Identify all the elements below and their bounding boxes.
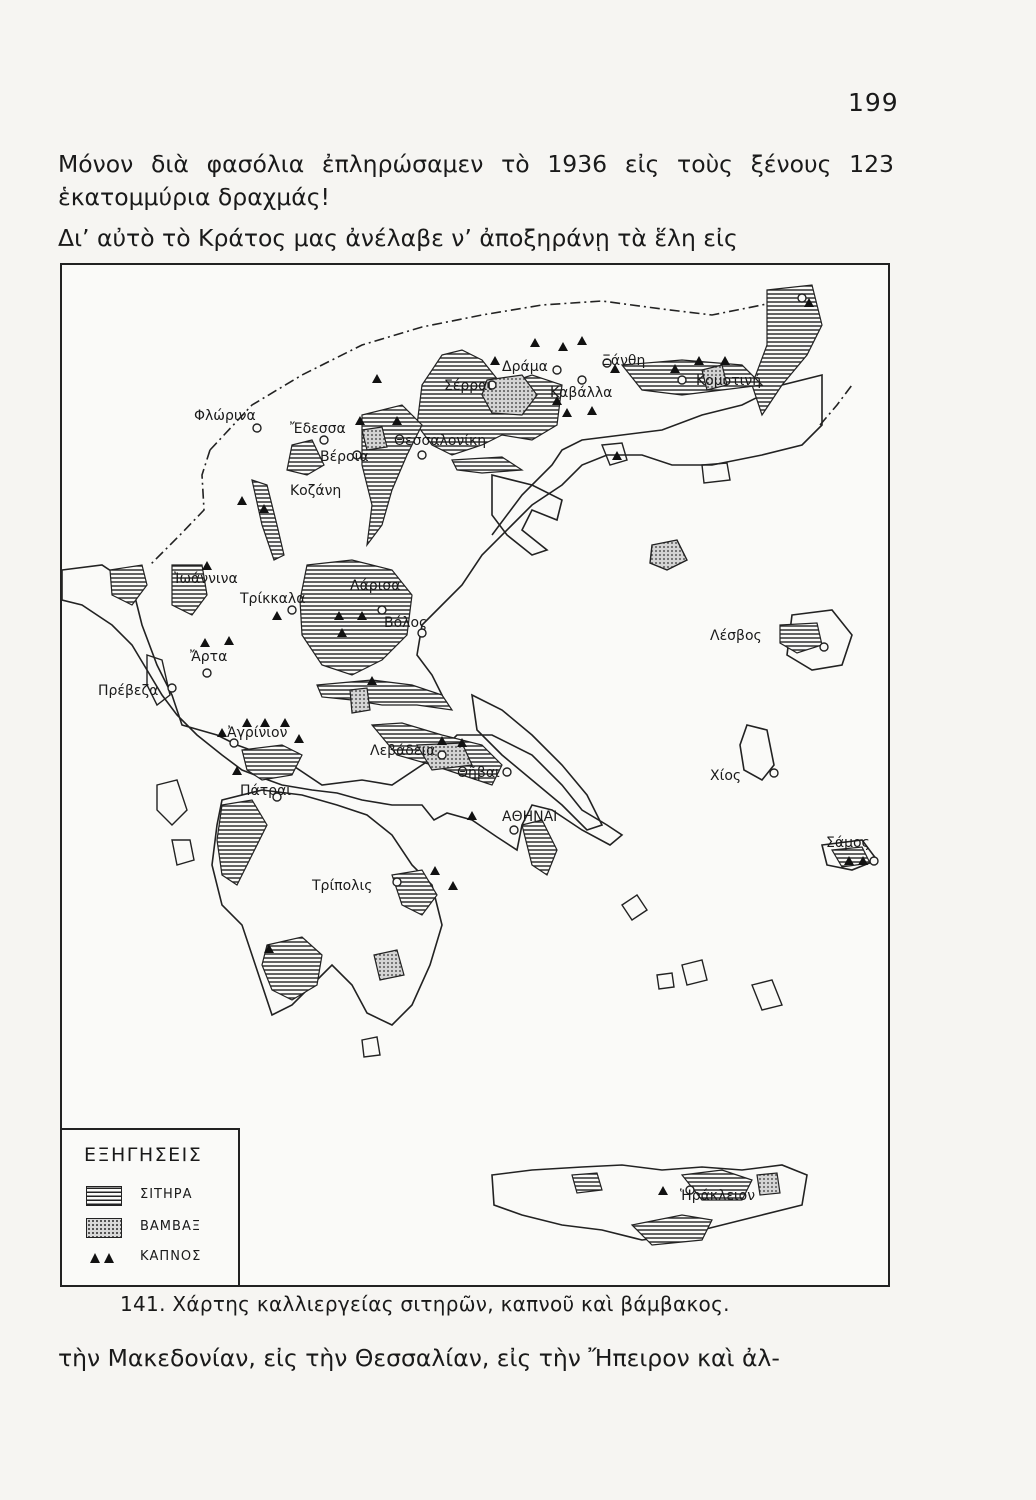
city-marker <box>870 857 878 865</box>
city-marker <box>418 451 426 459</box>
label-thivai: Θῆβαι <box>457 765 500 781</box>
wheat-swatch <box>86 1186 122 1206</box>
cotton-swatch <box>86 1218 122 1238</box>
border-line-east <box>820 385 852 425</box>
samothrace-outline <box>702 463 730 483</box>
tobacco-marker <box>562 408 572 417</box>
rhodes-outline <box>752 980 782 1010</box>
tobacco-marker <box>200 638 210 647</box>
tobacco-marker <box>224 636 234 645</box>
city-marker <box>553 366 561 374</box>
label-kozani: Κοζάνη <box>290 483 342 499</box>
label-edessa: Ἔδεσσα <box>290 421 346 437</box>
wheat-region <box>392 870 437 915</box>
tobacco-marker <box>467 811 477 820</box>
wheat-region <box>452 457 522 473</box>
tobacco-marker <box>232 766 242 775</box>
kythera-outline <box>362 1037 380 1057</box>
tobacco-marker <box>658 1186 668 1195</box>
city-marker <box>770 769 778 777</box>
paragraph-3: τὴν Μακεδονίαν, εἰς τὴν Θεσσαλίαν, εἰς τὴν Ἤπειρον καὶ ἀλ- <box>58 1344 780 1372</box>
cotton-region <box>757 1173 780 1195</box>
label-serrai: Σέρραι <box>444 378 493 394</box>
label-patrai: Πάτραι <box>240 783 292 799</box>
legend-label-tobacco: ΚΑΠΝΟΣ <box>140 1249 202 1264</box>
label-ioannina: Ἰωάννινα <box>174 571 238 587</box>
city-marker <box>503 768 511 776</box>
label-athinai: ΑΘΗΝΑΙ <box>502 809 558 825</box>
label-drama: Δράμα <box>502 359 548 375</box>
map-figure <box>60 263 890 1287</box>
cotton-region <box>362 427 387 450</box>
city-marker <box>168 684 176 692</box>
label-arta: Ἄρτα <box>190 649 228 665</box>
city-marker <box>253 424 261 432</box>
thasos-outline <box>602 443 627 465</box>
label-xanthi: Ξάνθη <box>602 353 646 369</box>
paragraph-2: Δι’ αὐτὸ τὸ Κράτος μας ἀνέλαβε ν’ ἀποξηράνῃ τὰ ἕλη εἰς <box>58 224 738 252</box>
wheat-region <box>110 565 147 605</box>
city-marker <box>288 606 296 614</box>
wheat-region <box>262 937 322 1000</box>
city-marker <box>320 436 328 444</box>
tobacco-marker <box>217 728 227 737</box>
tobacco-marker <box>490 356 500 365</box>
paragraph-1: Μόνον διὰ φασόλια ἐπληρώσαμεν τὸ 1936 εἰς τοὺς ξένους 123 ἑκατομμύρια δραχμάς! <box>58 150 894 211</box>
wheat-region <box>242 745 302 780</box>
label-preveza: Πρέβεζα <box>98 683 159 699</box>
zakynthos-outline <box>172 840 194 865</box>
city-marker <box>378 606 386 614</box>
cotton-region <box>374 950 404 980</box>
legend-label-cotton: ΒΑΜΒΑΞ <box>140 1219 202 1234</box>
wheat-region <box>362 405 422 545</box>
tobacco-marker <box>372 374 382 383</box>
label-kavala: Καβάλλα <box>550 385 613 401</box>
city-marker <box>203 669 211 677</box>
city-marker <box>678 376 686 384</box>
city-marker <box>820 643 828 651</box>
limnos-outline <box>650 540 687 570</box>
kefalonia-outline <box>157 780 187 825</box>
chalkidiki <box>492 475 562 555</box>
wheat-region <box>572 1173 602 1193</box>
paros-outline <box>657 973 674 989</box>
label-veroia: Βέροια <box>320 449 369 465</box>
wheat-region <box>287 440 324 475</box>
tobacco-marker <box>587 406 597 415</box>
label-chios: Χίος <box>710 768 742 784</box>
label-trikkala: Τρίκκαλα <box>240 591 306 607</box>
label-florina: Φλώρινα <box>194 408 256 424</box>
label-agrinion: Ἀγρίνιον <box>227 725 288 741</box>
tobacco-swatch <box>86 1248 120 1266</box>
city-marker <box>510 826 518 834</box>
wheat-region <box>217 800 267 885</box>
wheat-region <box>317 680 452 710</box>
label-thessaloniki: Θεσσαλονίκη <box>394 433 487 449</box>
map-legend <box>62 1128 240 1285</box>
tobacco-marker <box>202 561 212 570</box>
city-marker <box>393 878 401 886</box>
border-line-west <box>150 450 210 565</box>
label-levadeia: Λεβάδεια <box>370 743 436 759</box>
tobacco-marker <box>577 336 587 345</box>
tobacco-marker <box>530 338 540 347</box>
legend-title: ΕΞΗΓΗΣΕΙΣ <box>84 1144 203 1166</box>
tobacco-marker <box>694 356 704 365</box>
label-komotini: Κομοτινή <box>696 373 762 389</box>
tobacco-marker <box>558 342 568 351</box>
tobacco-marker <box>294 734 304 743</box>
label-lesvos: Λέσβος <box>710 628 762 644</box>
tobacco-marker <box>237 496 247 505</box>
naxos-outline <box>682 960 707 985</box>
page-number: 199 <box>848 88 899 117</box>
figure-caption: 141. Χάρτης καλλιεργείας σιτηρῶν, καπνοῦ καὶ βάμβακος. <box>120 1292 730 1316</box>
wheat-region <box>780 623 822 653</box>
label-volos: Βόλος <box>384 615 428 631</box>
tobacco-triangles-icon <box>86 1248 120 1266</box>
tobacco-marker <box>272 611 282 620</box>
tobacco-marker <box>448 881 458 890</box>
tobacco-marker <box>720 356 730 365</box>
label-tripolis: Τρίπολις <box>312 878 373 894</box>
label-samos: Σάμος <box>826 835 870 851</box>
label-irakleion: Ἡράκλειον <box>680 1188 756 1204</box>
tobacco-marker <box>430 866 440 875</box>
city-marker <box>578 376 586 384</box>
city-marker <box>438 751 446 759</box>
andros-outline <box>622 895 647 920</box>
wheat-region <box>252 480 284 560</box>
legend-label-wheat: ΣΙΤΗΡΑ <box>140 1187 193 1202</box>
label-larisa: Λάρισα <box>350 578 401 594</box>
wheat-region <box>522 820 557 875</box>
cotton-region <box>350 688 370 713</box>
chios-outline <box>740 725 774 780</box>
city-marker <box>798 294 806 302</box>
